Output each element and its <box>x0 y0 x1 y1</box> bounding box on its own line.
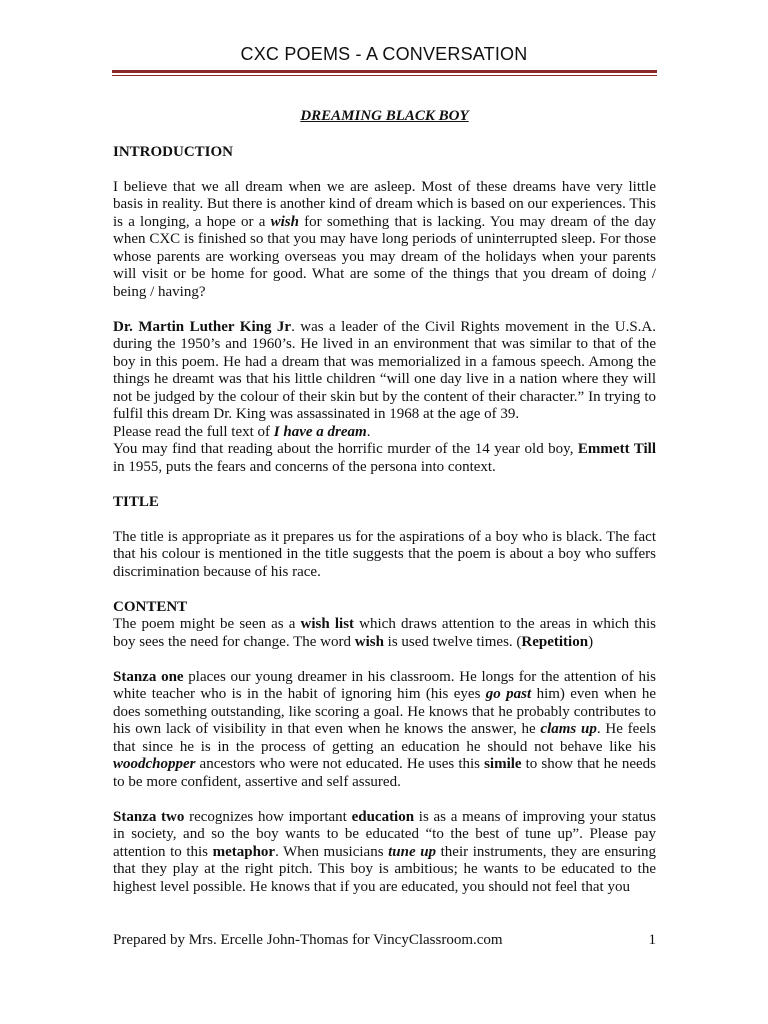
text-run: I have a dream <box>273 423 367 440</box>
text-run: You may find that reading about the horrific murder of the 14 year old boy, <box>113 441 578 457</box>
text-run: Stanza two <box>113 808 185 825</box>
text-run: The poem might be seen as a <box>113 616 301 632</box>
text-run: I believe that we all dream when we are asleep. Most of these dreams have very little basis in reality. But there is another kind of dream which is based on our experiences. This is a longing, a hope or a <box>113 178 656 230</box>
footer-page-number: 1 <box>648 932 656 948</box>
text-run: him) even when he does something outstanding, like scoring a goal. He knows that he probably contributes to his own lack of visibility in that even when he knows the answer, he <box>113 686 656 737</box>
text-run: ) <box>588 633 594 650</box>
stanza-two-paragraph <box>113 809 656 897</box>
text-run: to show that he needs to be more confident, assertive and self assured. <box>113 756 657 790</box>
text-run: wish list <box>300 616 355 632</box>
text-run: tune up <box>388 843 437 860</box>
text-run: The title is appropriate as it prepares us for the aspirations of a boy who is black. The fact that his colour is mentioned in the title suggests that the poem is about a boy who suffers discrimination because of his race. <box>113 528 656 580</box>
introduction-paragraph-3 <box>113 424 656 442</box>
text-run: clams up <box>540 721 597 737</box>
page-footer <box>113 932 656 949</box>
content-heading: CONTENT <box>113 598 188 615</box>
text-run: go past <box>485 686 532 702</box>
text-run: woodchopper <box>113 756 196 772</box>
text-run: . When musicians <box>275 843 389 860</box>
stanza-one-paragraph <box>113 669 656 792</box>
page-header-title: CXC POEMS - A CONVERSATION <box>240 44 528 64</box>
header-rule-thick <box>112 70 657 73</box>
text-run: Please read the full text of <box>113 423 274 440</box>
text-run: . was a leader of the Civil Rights movement in the U.S.A. during the 1950’s and 1960’s. He lived in an environment that was similar to that of the boy in this poem. He had a dream that was memorialized in a famous speech. Among the things he dreamt was that his little children “will one day live in a nation where they will not be judged by the colour of their skin but by the content of their character.” In trying to fulfil this dream Dr. King was assassinated in 1968 at the age of 39. <box>113 318 656 422</box>
document-title: DREAMING BLACK BOY <box>300 108 469 124</box>
text-run: Repetition <box>521 633 589 650</box>
text-run: for something that is lacking. You may dream of the day when CXC is finished so that you may have long periods of uninterrupted sleep. For those whose parents are working overseas you may dream of the holidays when your parents will visit or be home for good. What are some of the things that you dream of doing / being / having? <box>113 213 656 300</box>
text-run: . He feels that since he is in the process of getting an education he should not behave like his <box>113 721 656 755</box>
text-run: Dr. Martin Luther King Jr <box>113 318 292 335</box>
text-run: their instruments, they are ensuring that they play at the right pitch. This boy is ambitious; he wants to be educated to the highest level possible. He knows that if you are educated, you should not feel that you <box>113 843 657 895</box>
content-paragraph-1 <box>113 616 656 651</box>
document-body <box>113 108 656 896</box>
text-run: in 1955, puts the fears and concerns of the persona into context. <box>113 458 496 475</box>
title-paragraph <box>113 529 656 582</box>
text-run: . <box>366 423 371 440</box>
text-run: is used twelve times. ( <box>383 633 522 650</box>
text-run: simile <box>484 756 522 772</box>
header-rule-thin <box>112 75 657 76</box>
text-run: metaphor <box>212 843 276 860</box>
introduction-paragraph-4 <box>113 441 656 476</box>
introduction-heading: INTRODUCTION <box>113 143 234 160</box>
text-run: ancestors who were not educated. He uses this <box>195 756 485 772</box>
text-run: wish <box>270 213 299 230</box>
text-run: is as a means of improving your status in society, and so the boy wants to be educated “to the best of tune up”. Please pay attention to this <box>113 808 656 860</box>
introduction-paragraph-2 <box>113 319 656 424</box>
text-run: education <box>351 808 415 825</box>
text-run: places our young dreamer in his classroom. He longs for the attention of his white teacher who is in the habit of ignoring him (his eyes <box>113 668 656 702</box>
introduction-paragraph-1 <box>113 179 656 302</box>
text-run: Stanza one <box>113 668 184 685</box>
text-run: Emmett Till <box>577 441 657 457</box>
text-run: which draws attention to the areas in which this boy sees the need for change. The word <box>113 616 656 650</box>
text-run: recognizes how important <box>184 808 352 825</box>
title-heading: TITLE <box>113 493 159 510</box>
text-run: wish <box>354 633 384 650</box>
footer-prepared-by: Prepared by Mrs. Ercelle John-Thomas for VincyClassroom.com <box>113 932 503 948</box>
